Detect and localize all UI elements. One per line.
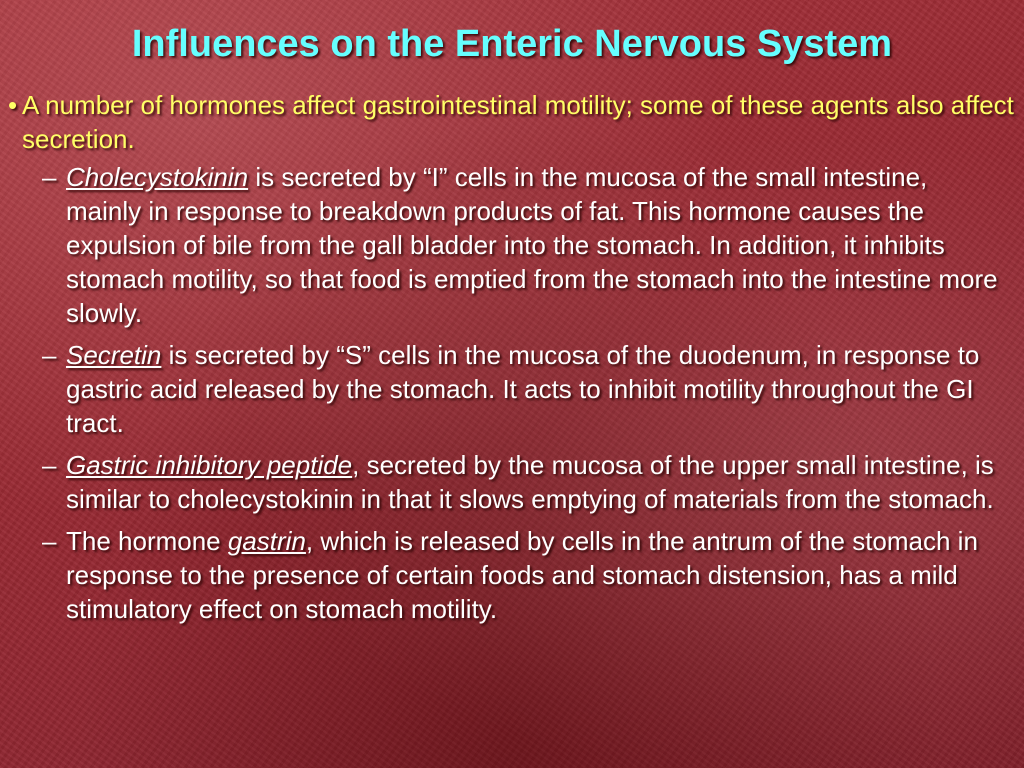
term-cholecystokinin: Cholecystokinin bbox=[66, 162, 249, 192]
slide-title: Influences on the Enteric Nervous System bbox=[131, 23, 893, 65]
dash-marker: – bbox=[42, 162, 57, 192]
subbullet-gastrin bbox=[42, 524, 1016, 626]
dash-marker: – bbox=[42, 340, 57, 370]
term-gastric-inhibitory-peptide: Gastric inhibitory peptide bbox=[66, 450, 353, 480]
subbullet-gastric-inhibitory-peptide bbox=[42, 448, 1016, 516]
subbullet-text: , which is released by cells in the antrum of the stomach in response to the presence of certain foods and stomach distension, has a mild stimulatory effect on stomach motility. bbox=[66, 526, 978, 624]
term-gastrin: gastrin bbox=[227, 526, 306, 556]
bullet-marker: • bbox=[8, 90, 18, 120]
main-bullet-text: A number of hormones affect gastrointestinal motility; some of these agents also affect secretion. bbox=[22, 90, 1014, 154]
slide-content bbox=[8, 88, 1016, 634]
term-secretin: Secretin bbox=[66, 340, 162, 370]
dash-marker: – bbox=[42, 526, 57, 556]
subbullet-text: is secreted by “S” cells in the mucosa of the duodenum, in response to gastric acid released by the stomach. It acts to inhibit motility throughout the GI tract. bbox=[66, 340, 980, 438]
main-bullet bbox=[8, 88, 1016, 156]
subbullet-prefix: The hormone bbox=[66, 526, 228, 556]
subbullet-secretin bbox=[42, 338, 1016, 440]
subbullet-cholecystokinin bbox=[42, 160, 1016, 330]
subbullet-text: is secreted by “I” cells in the mucosa of the small intestine, mainly in response to breakdown products of fat. This hormone causes the expulsion of bile from the gall bladder into the stomach. In addition, it inhibits stomach motility, so that food is emptied from the stomach into the intestine more slowly. bbox=[66, 162, 998, 328]
dash-marker: – bbox=[42, 450, 57, 480]
subbullet-text: , secreted by the mucosa of the upper small intestine, is similar to cholecystokinin in that it slows emptying of materials from the stomach. bbox=[66, 450, 994, 514]
